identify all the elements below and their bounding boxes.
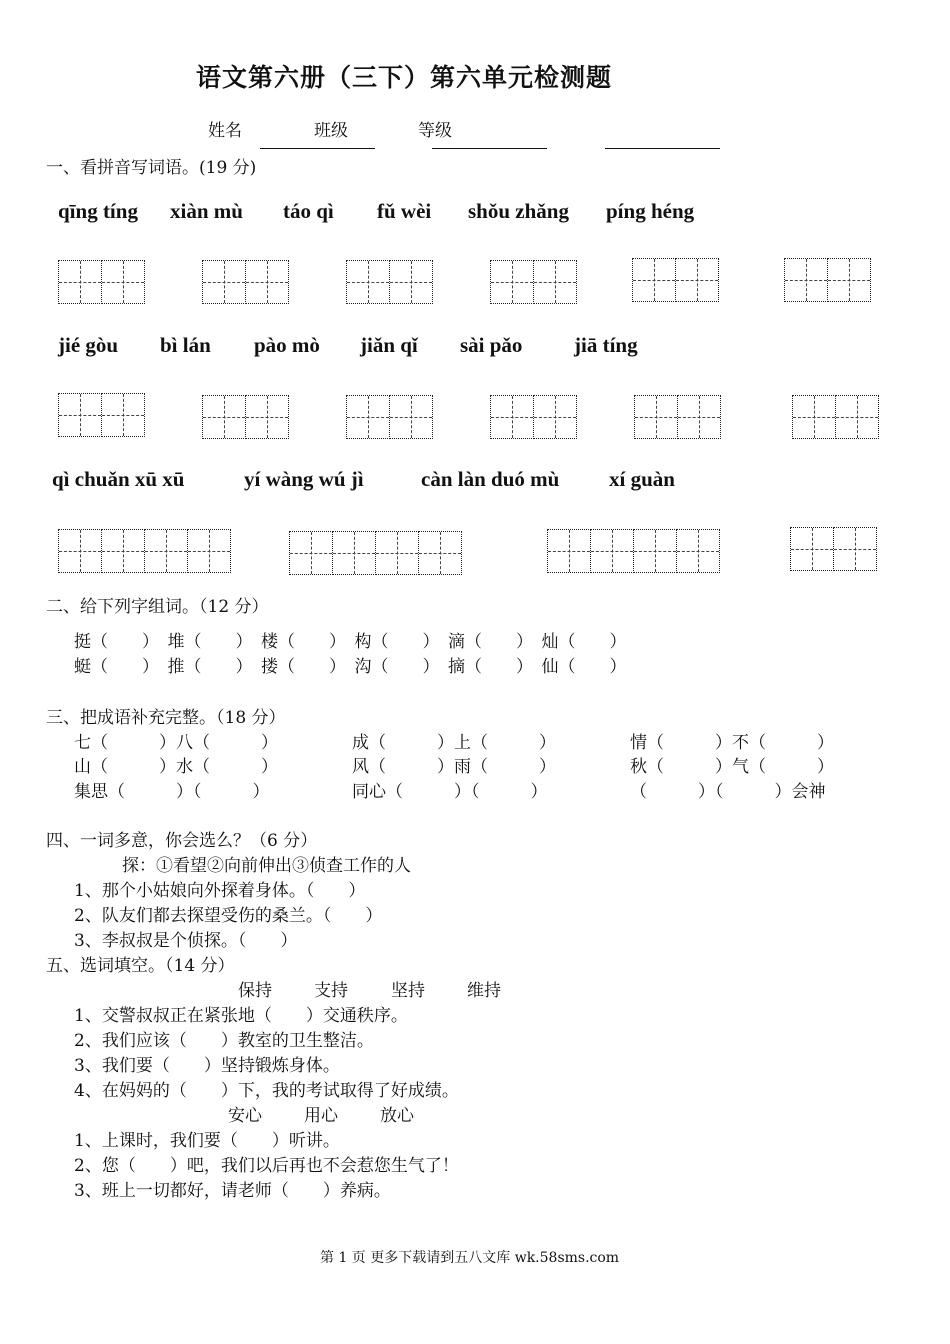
question-item: 4、在妈妈的（ ）下，我的考试取得了好成绩。 <box>74 1081 459 1101</box>
section3-heading: 三、把成语补充完整。（18 分） <box>46 708 286 728</box>
question-item: 2、队友们都去探望受伤的桑兰。（ ） <box>74 906 383 926</box>
pinyin-item: sài pǎo <box>460 333 523 357</box>
writing-grid[interactable] <box>790 527 876 571</box>
question-item: 3、李叔叔是个侦探。（ ） <box>74 931 298 951</box>
writing-grid[interactable] <box>547 529 719 573</box>
pinyin-item: pào mò <box>254 333 320 357</box>
page-title: 语文第六册（三下）第六单元检测题 <box>196 63 613 92</box>
question-item: 3、我们要（ ）坚持锻炼身体。 <box>74 1056 340 1076</box>
pinyin-item: píng héng <box>606 199 695 223</box>
pinyin-item: yí wàng wú jì <box>244 467 364 491</box>
word-choice: 支持 <box>314 981 348 1001</box>
definition-line: 探：①看望②向前伸出③侦查工作的人 <box>122 856 411 876</box>
class-blank-line[interactable] <box>432 148 547 149</box>
word-choice: 维持 <box>467 981 501 1001</box>
pinyin-item: jiā tíng <box>574 333 638 357</box>
writing-grid[interactable] <box>289 531 461 575</box>
idiom-item: 风（ ）雨（ ） <box>352 757 556 777</box>
word-group-line: 蜓（ ） 推（ ） 搂（ ） 沟（ ） 摘（ ） 仙（ ） <box>74 657 627 677</box>
idiom-item: 七（ ）八（ ） <box>74 733 278 753</box>
idiom-item: 山（ ）水（ ） <box>74 757 278 777</box>
word-group-line: 挺（ ） 堆（ ） 楼（ ） 构（ ） 滴（ ） 灿（ ） <box>74 632 627 652</box>
question-item: 1、交警叔叔正在紧张地（ ）交通秩序。 <box>74 1006 408 1026</box>
name-blank-line[interactable] <box>260 148 375 149</box>
pinyin-item: càn làn duó mù <box>421 467 560 491</box>
pinyin-item: xí guàn <box>609 467 675 491</box>
writing-grid[interactable] <box>202 260 288 304</box>
writing-grid[interactable] <box>58 393 144 437</box>
name-label: 姓名 <box>208 121 242 141</box>
word-choice: 保持 <box>238 981 272 1001</box>
question-item: 1、那个小姑娘向外探着身体。（ ） <box>74 881 366 901</box>
idiom-item: 集思（ ）（ ） <box>74 782 270 802</box>
pinyin-item: jiǎn qǐ <box>360 333 418 357</box>
pinyin-item: bì lán <box>160 333 211 357</box>
writing-grid[interactable] <box>58 260 144 304</box>
grade-blank-line[interactable] <box>605 148 720 149</box>
page-footer: 第 1 页 更多下载请到五八文库 wk.58sms.com <box>320 1250 620 1266</box>
idiom-item: 情（ ）不（ ） <box>630 733 834 753</box>
question-item: 1、上课时，我们要（ ）听讲。 <box>74 1131 340 1151</box>
word-choice: 安心 <box>228 1106 262 1126</box>
writing-grid[interactable] <box>58 529 230 573</box>
idiom-item: 秋（ ）气（ ） <box>630 757 834 777</box>
writing-grid[interactable] <box>346 260 432 304</box>
pinyin-item: táo qì <box>283 199 334 223</box>
question-item: 2、我们应该（ ）教室的卫生整洁。 <box>74 1031 374 1051</box>
class-label: 班级 <box>314 121 348 141</box>
question-item: 3、班上一切都好，请老师（ ）养病。 <box>74 1181 391 1201</box>
pinyin-item: xiàn mù <box>170 199 243 223</box>
section2-heading: 二、给下列字组词。（12 分） <box>46 597 269 617</box>
section5-heading: 五、选词填空。（14 分） <box>46 956 235 976</box>
word-choice: 用心 <box>304 1106 338 1126</box>
writing-grid[interactable] <box>632 258 718 302</box>
pinyin-item: fǔ wèi <box>377 199 432 223</box>
writing-grid[interactable] <box>792 395 878 439</box>
section1-heading: 一、看拼音写词语。(19 分) <box>46 158 257 178</box>
idiom-item: 同心（ ）（ ） <box>352 782 548 802</box>
pinyin-item: jié gòu <box>58 333 119 357</box>
question-item: 2、您（ ）吧，我们以后再也不会惹您生气了！ <box>74 1156 459 1176</box>
writing-grid[interactable] <box>634 395 720 439</box>
idiom-item: 成（ ）上（ ） <box>352 733 556 753</box>
writing-grid[interactable] <box>490 260 576 304</box>
idiom-item: （ ）（ ）会神 <box>630 782 826 802</box>
pinyin-item: shǒu zhǎng <box>468 199 569 223</box>
writing-grid[interactable] <box>346 395 432 439</box>
pinyin-item: qīng tíng <box>58 199 138 223</box>
writing-grid[interactable] <box>784 258 870 302</box>
writing-grid[interactable] <box>202 395 288 439</box>
writing-grid[interactable] <box>490 395 576 439</box>
word-choice: 放心 <box>380 1106 414 1126</box>
section4-heading: 四、一词多意，你会选么？（6 分） <box>46 831 318 851</box>
grade-label: 等级 <box>418 121 452 141</box>
pinyin-item: qì chuǎn xū xū <box>52 467 185 491</box>
word-choice: 坚持 <box>391 981 425 1001</box>
